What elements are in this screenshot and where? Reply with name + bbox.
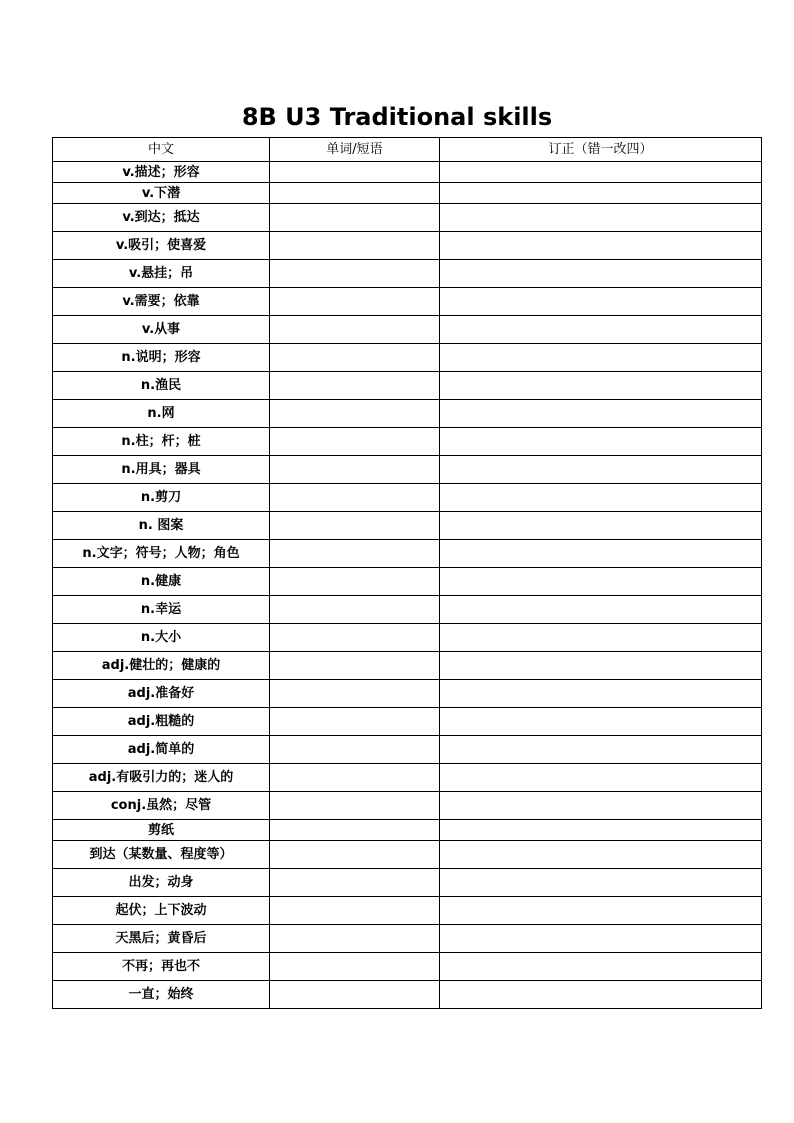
table-row <box>53 568 762 596</box>
table-row <box>53 680 762 708</box>
correction-cell[interactable] <box>440 204 762 232</box>
correction-cell[interactable] <box>440 897 762 925</box>
word-answer-cell[interactable] <box>270 260 440 288</box>
correction-cell[interactable] <box>440 456 762 484</box>
word-answer-cell[interactable] <box>270 183 440 204</box>
table-row <box>53 512 762 540</box>
correction-cell[interactable] <box>440 568 762 596</box>
word-answer-cell[interactable] <box>270 869 440 897</box>
word-answer-cell[interactable] <box>270 680 440 708</box>
correction-cell[interactable] <box>440 981 762 1009</box>
chinese-meaning-cell: adj.粗糙的 <box>53 708 270 736</box>
table-row <box>53 652 762 680</box>
table-row <box>53 316 762 344</box>
chinese-meaning-cell: 出发；动身 <box>53 869 270 897</box>
header-word-phrase: 单词/短语 <box>270 138 440 162</box>
word-answer-cell[interactable] <box>270 568 440 596</box>
correction-cell[interactable] <box>440 288 762 316</box>
word-answer-cell[interactable] <box>270 400 440 428</box>
word-answer-cell[interactable] <box>270 512 440 540</box>
table-row <box>53 372 762 400</box>
header-correction: 订正（错一改四） <box>440 138 762 162</box>
chinese-meaning-cell: n.文字；符号；人物；角色 <box>53 540 270 568</box>
word-answer-cell[interactable] <box>270 736 440 764</box>
chinese-meaning-cell: adj.有吸引力的；迷人的 <box>53 764 270 792</box>
word-answer-cell[interactable] <box>270 841 440 869</box>
word-answer-cell[interactable] <box>270 316 440 344</box>
correction-cell[interactable] <box>440 820 762 841</box>
chinese-meaning-cell: n. 图案 <box>53 512 270 540</box>
chinese-meaning-cell: v.需要；依靠 <box>53 288 270 316</box>
table-row <box>53 764 762 792</box>
word-answer-cell[interactable] <box>270 372 440 400</box>
word-answer-cell[interactable] <box>270 708 440 736</box>
chinese-meaning-cell: n.说明；形容 <box>53 344 270 372</box>
table-header-row <box>53 138 762 162</box>
correction-cell[interactable] <box>440 400 762 428</box>
correction-cell[interactable] <box>440 428 762 456</box>
correction-cell[interactable] <box>440 372 762 400</box>
word-answer-cell[interactable] <box>270 792 440 820</box>
table-row <box>53 540 762 568</box>
word-answer-cell[interactable] <box>270 953 440 981</box>
correction-cell[interactable] <box>440 953 762 981</box>
table-row <box>53 428 762 456</box>
table-row <box>53 484 762 512</box>
word-answer-cell[interactable] <box>270 820 440 841</box>
vocabulary-table <box>52 137 762 1009</box>
table-body <box>53 162 762 1009</box>
word-answer-cell[interactable] <box>270 204 440 232</box>
correction-cell[interactable] <box>440 792 762 820</box>
word-answer-cell[interactable] <box>270 344 440 372</box>
word-answer-cell[interactable] <box>270 981 440 1009</box>
chinese-meaning-cell: n.网 <box>53 400 270 428</box>
correction-cell[interactable] <box>440 925 762 953</box>
chinese-meaning-cell: conj.虽然；尽管 <box>53 792 270 820</box>
header-chinese: 中文 <box>53 138 270 162</box>
word-answer-cell[interactable] <box>270 540 440 568</box>
chinese-meaning-cell: n.用具；器具 <box>53 456 270 484</box>
table-row <box>53 708 762 736</box>
chinese-meaning-cell: v.悬挂；吊 <box>53 260 270 288</box>
chinese-meaning-cell: n.剪刀 <box>53 484 270 512</box>
table-row <box>53 869 762 897</box>
word-answer-cell[interactable] <box>270 428 440 456</box>
chinese-meaning-cell: adj.简单的 <box>53 736 270 764</box>
table-row <box>53 841 762 869</box>
table-row <box>53 820 762 841</box>
chinese-meaning-cell: 天黑后；黄昏后 <box>53 925 270 953</box>
correction-cell[interactable] <box>440 344 762 372</box>
word-answer-cell[interactable] <box>270 925 440 953</box>
table-row <box>53 183 762 204</box>
word-answer-cell[interactable] <box>270 897 440 925</box>
chinese-meaning-cell: n.大小 <box>53 624 270 652</box>
chinese-meaning-cell: v.到达；抵达 <box>53 204 270 232</box>
word-answer-cell[interactable] <box>270 232 440 260</box>
correction-cell[interactable] <box>440 624 762 652</box>
correction-cell[interactable] <box>440 869 762 897</box>
table-row <box>53 344 762 372</box>
chinese-meaning-cell: adj.健壮的；健康的 <box>53 652 270 680</box>
table-row <box>53 288 762 316</box>
table-row <box>53 232 762 260</box>
chinese-meaning-cell: n.幸运 <box>53 596 270 624</box>
correction-cell[interactable] <box>440 232 762 260</box>
correction-cell[interactable] <box>440 484 762 512</box>
correction-cell[interactable] <box>440 596 762 624</box>
correction-cell[interactable] <box>440 512 762 540</box>
word-answer-cell[interactable] <box>270 624 440 652</box>
correction-cell[interactable] <box>440 183 762 204</box>
word-answer-cell[interactable] <box>270 652 440 680</box>
correction-cell[interactable] <box>440 260 762 288</box>
table-row <box>53 204 762 232</box>
word-answer-cell[interactable] <box>270 288 440 316</box>
table-row <box>53 162 762 183</box>
word-answer-cell[interactable] <box>270 456 440 484</box>
chinese-meaning-cell: 剪纸 <box>53 820 270 841</box>
page-title: 8B U3 Traditional skills <box>241 103 553 131</box>
correction-cell[interactable] <box>440 764 762 792</box>
table-row <box>53 400 762 428</box>
correction-cell[interactable] <box>440 652 762 680</box>
table-row <box>53 981 762 1009</box>
table-row <box>53 792 762 820</box>
correction-cell[interactable] <box>440 736 762 764</box>
word-answer-cell[interactable] <box>270 596 440 624</box>
chinese-meaning-cell: v.下潜 <box>53 183 270 204</box>
correction-cell[interactable] <box>440 708 762 736</box>
table-row <box>53 456 762 484</box>
chinese-meaning-cell: 不再；再也不 <box>53 953 270 981</box>
correction-cell[interactable] <box>440 162 762 183</box>
chinese-meaning-cell: n.柱；杆；桩 <box>53 428 270 456</box>
table-row <box>53 596 762 624</box>
word-answer-cell[interactable] <box>270 162 440 183</box>
chinese-meaning-cell: v.吸引；使喜爱 <box>53 232 270 260</box>
table-row <box>53 953 762 981</box>
word-answer-cell[interactable] <box>270 764 440 792</box>
chinese-meaning-cell: 到达（某数量、程度等） <box>53 841 270 869</box>
table-row <box>53 897 762 925</box>
correction-cell[interactable] <box>440 540 762 568</box>
correction-cell[interactable] <box>440 841 762 869</box>
word-answer-cell[interactable] <box>270 484 440 512</box>
table-row <box>53 925 762 953</box>
chinese-meaning-cell: v.描述；形容 <box>53 162 270 183</box>
chinese-meaning-cell: 起伏；上下波动 <box>53 897 270 925</box>
correction-cell[interactable] <box>440 680 762 708</box>
chinese-meaning-cell: n.渔民 <box>53 372 270 400</box>
chinese-meaning-cell: v.从事 <box>53 316 270 344</box>
chinese-meaning-cell: n.健康 <box>53 568 270 596</box>
table-row <box>53 736 762 764</box>
correction-cell[interactable] <box>440 316 762 344</box>
table-row <box>53 260 762 288</box>
chinese-meaning-cell: 一直；始终 <box>53 981 270 1009</box>
chinese-meaning-cell: adj.准备好 <box>53 680 270 708</box>
table-row <box>53 624 762 652</box>
